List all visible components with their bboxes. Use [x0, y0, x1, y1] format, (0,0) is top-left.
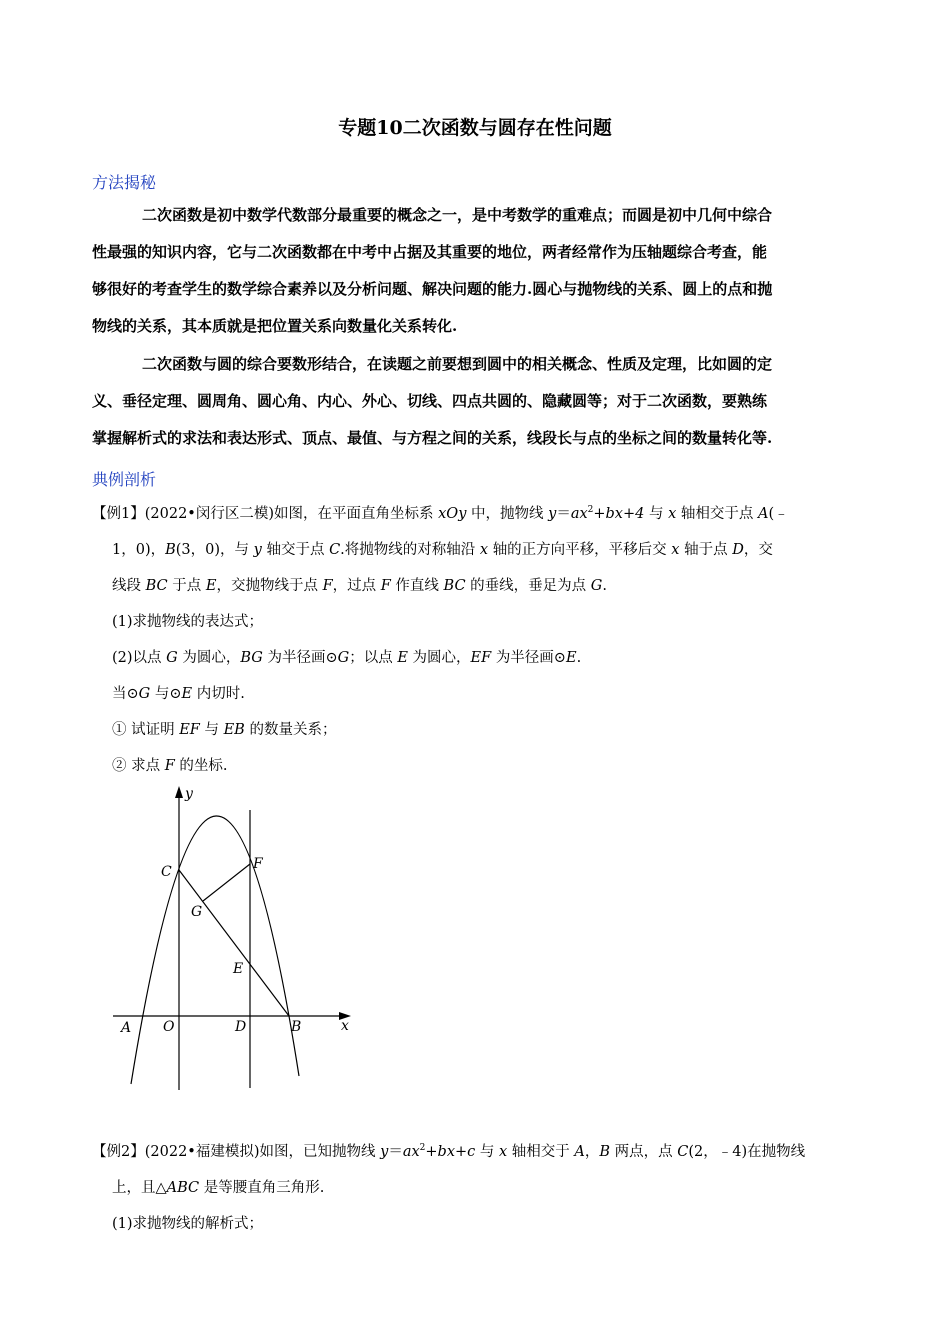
- example-1-question-2: (2)以点 G 为圆心，BG 为半径画⊙G；以点 E 为圆心，EF 为半径画⊙E.: [112, 650, 582, 666]
- label-d: D: [235, 1019, 247, 1035]
- segment-cb: [179, 870, 289, 1016]
- example-1-subquestion-2: ② 求点 F 的坐标.: [112, 758, 228, 774]
- intro-p2-line-1: 二次函数与圆的综合要数形结合，在读题之前要想到圆中的相关概念、性质及定理，比如圆的定: [142, 355, 773, 373]
- example-1-condition: 当⊙G 与⊙E 内切时.: [112, 686, 245, 702]
- label-g: G: [191, 904, 203, 920]
- example-1: [92, 496, 862, 784]
- example-1-line-3: 线段 BC 于点 E，交抛物线于点 F，过点 F 作直线 BC 的垂线，垂足为点 G.: [112, 578, 607, 594]
- example-2-line-1: 【例2】(2022•福建模拟)如图，已知抛物线 $y=ax^2+bx+c$ 与 x 轴相交于 A，B 两点，点 C(2，﹣4)在抛物线: [92, 1143, 806, 1160]
- intro-p2-line-2: 义、垂径定理、圆周角、圆心角、内心、外心、切线、四点共圆的、隐藏圆等；对于二次函数，要熟练: [92, 392, 768, 410]
- example-2-label: 【例2】: [92, 1144, 145, 1160]
- intro-p1-line-4: 物线的关系，其本质就是把位置关系向数量化关系转化.: [92, 317, 458, 335]
- label-f: F: [253, 856, 263, 872]
- y-axis-arrow: [175, 786, 183, 798]
- intro-p1-line-3: 够很好的考查学生的数学综合素养以及分析问题、解决问题的能力.圆心与抛物线的关系、圆上的点和抛: [92, 280, 773, 298]
- intro-p1-line-2: 性最强的知识内容，它与二次函数都在中考中占据及其重要的地位，两者经常作为压轴题综合考查，能: [92, 243, 768, 261]
- intro-p1-line-1: 二次函数是初中数学代数部分最重要的概念之一，是中考数学的重难点；而圆是初中几何中综合: [142, 206, 773, 224]
- example-1-subquestion-1: ① 试证明 EF 与 EB 的数量关系；: [112, 722, 337, 738]
- label-b: B: [291, 1019, 302, 1035]
- label-c: C: [161, 864, 172, 880]
- example-2: [92, 1134, 862, 1242]
- example-1-line-2: 1，0)，B(3，0)，与 y 轴交于点 C.将抛物线的对称轴沿 x 轴的正方向平移，平移后交 x 轴于点 D，交: [112, 542, 773, 558]
- segment-fg: [203, 864, 250, 901]
- parabola: [131, 816, 302, 1084]
- label-e: E: [233, 961, 244, 977]
- example-2-line-2: 上，且△ABC 是等腰直角三角形.: [112, 1180, 325, 1196]
- label-a: A: [121, 1020, 132, 1036]
- label-x: x: [341, 1018, 349, 1034]
- label-o: O: [163, 1019, 175, 1035]
- example-2-question-1: (1)求抛物线的解析式；: [112, 1216, 264, 1232]
- example-1-question-1: (1)求抛物线的表达式；: [112, 614, 264, 630]
- intro-paragraph-1: [92, 197, 862, 345]
- intro-p2-line-3: 掌握解析式的求法和表达形式、顶点、最值、与方程之间的关系，线段长与点的坐标之间的数量转化等.: [92, 429, 773, 447]
- section-heading-examples: 典例剖析: [92, 470, 157, 489]
- section-heading-method: 方法揭秘: [92, 173, 157, 192]
- page-title: 专题10二次函数与圆存在性问题: [338, 117, 612, 139]
- example-1-figure: [105, 780, 365, 1095]
- example-1-label: 【例1】: [92, 506, 145, 522]
- intro-paragraph-2: [92, 346, 862, 457]
- example-1-line-1: 【例1】(2022•闵行区二模)如图，在平面直角坐标系 xOy 中，抛物线 $y=ax^2+bx+4$ 与 x 轴相交于点 A(﹣: [92, 505, 789, 522]
- label-y: y: [185, 786, 193, 802]
